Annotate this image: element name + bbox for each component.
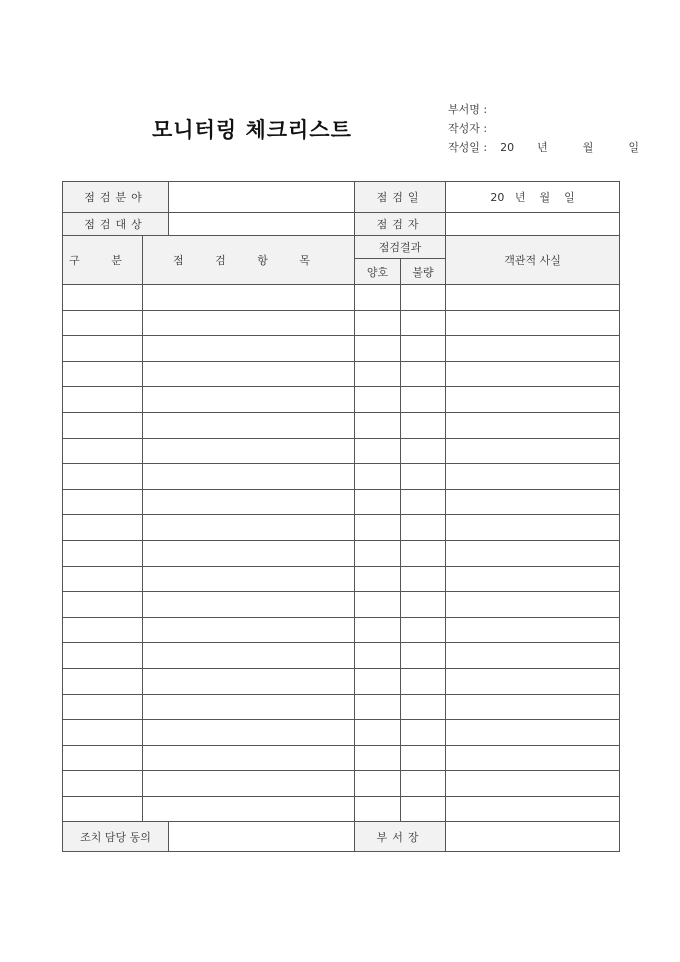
fact-cell[interactable] <box>446 438 620 464</box>
item-cell[interactable] <box>143 566 355 592</box>
item-cell[interactable] <box>143 387 355 413</box>
table-row <box>63 745 620 771</box>
good-cell[interactable] <box>355 796 401 822</box>
item-cell[interactable] <box>143 643 355 669</box>
item-cell[interactable] <box>143 412 355 438</box>
category-cell[interactable] <box>63 464 143 490</box>
category-cell[interactable] <box>63 438 143 464</box>
item-cell[interactable] <box>143 592 355 618</box>
table-row <box>63 720 620 746</box>
good-cell[interactable] <box>355 285 401 311</box>
poor-cell[interactable] <box>401 745 446 771</box>
table-row <box>63 540 620 566</box>
document-meta <box>448 100 639 157</box>
category-cell[interactable] <box>63 745 143 771</box>
fact-cell[interactable] <box>446 592 620 618</box>
good-cell[interactable] <box>355 361 401 387</box>
column-header-row <box>63 236 620 259</box>
fact-cell[interactable] <box>446 412 620 438</box>
inspector-value-cell[interactable] <box>446 213 620 236</box>
field-row <box>63 182 620 213</box>
date-row <box>448 138 639 157</box>
table-row <box>63 489 620 515</box>
poor-cell[interactable] <box>401 515 446 541</box>
good-cell[interactable] <box>355 643 401 669</box>
category-header: 구 분 <box>63 236 143 285</box>
table-row <box>63 361 620 387</box>
poor-cell[interactable] <box>401 285 446 311</box>
category-cell[interactable] <box>63 694 143 720</box>
category-cell[interactable] <box>63 643 143 669</box>
good-cell[interactable] <box>355 310 401 336</box>
category-cell[interactable] <box>63 412 143 438</box>
category-cell[interactable] <box>63 361 143 387</box>
fact-cell[interactable] <box>446 796 620 822</box>
item-cell[interactable] <box>143 745 355 771</box>
item-cell[interactable] <box>143 694 355 720</box>
footer-row <box>63 822 620 852</box>
category-cell[interactable] <box>63 540 143 566</box>
fact-cell[interactable] <box>446 771 620 797</box>
fact-cell[interactable] <box>446 361 620 387</box>
target-label: 점검대상 <box>63 213 169 236</box>
target-value-cell[interactable] <box>169 213 355 236</box>
poor-cell[interactable] <box>401 310 446 336</box>
item-cell[interactable] <box>143 310 355 336</box>
poor-cell[interactable] <box>401 540 446 566</box>
fact-cell[interactable] <box>446 566 620 592</box>
field-label: 점검분야 <box>63 182 169 213</box>
date-label: 작성일 : <box>448 141 488 154</box>
fact-cell[interactable] <box>446 464 620 490</box>
category-cell[interactable] <box>63 310 143 336</box>
table-row <box>63 796 620 822</box>
item-cell[interactable] <box>143 540 355 566</box>
category-cell[interactable] <box>63 796 143 822</box>
category-cell[interactable] <box>63 285 143 311</box>
poor-cell[interactable] <box>401 412 446 438</box>
date-year-unit: 년 <box>537 141 548 154</box>
item-cell[interactable] <box>143 771 355 797</box>
fact-cell[interactable] <box>446 694 620 720</box>
poor-cell[interactable] <box>401 694 446 720</box>
good-header: 양호 <box>355 259 401 285</box>
fact-cell[interactable] <box>446 489 620 515</box>
table-row <box>63 643 620 669</box>
table-row <box>63 771 620 797</box>
inspector-label: 점검자 <box>355 213 446 236</box>
table-row <box>63 438 620 464</box>
table-row <box>63 617 620 643</box>
good-cell[interactable] <box>355 515 401 541</box>
poor-cell[interactable] <box>401 566 446 592</box>
item-cell[interactable] <box>143 361 355 387</box>
good-cell[interactable] <box>355 617 401 643</box>
category-cell[interactable] <box>63 387 143 413</box>
dept-head-sign-cell[interactable] <box>446 822 620 852</box>
good-cell[interactable] <box>355 464 401 490</box>
good-cell[interactable] <box>355 412 401 438</box>
target-row <box>63 213 620 236</box>
poor-cell[interactable] <box>401 796 446 822</box>
item-cell[interactable] <box>143 285 355 311</box>
table-row <box>63 694 620 720</box>
table-row <box>63 336 620 362</box>
good-cell[interactable] <box>355 540 401 566</box>
category-cell[interactable] <box>63 489 143 515</box>
table-row <box>63 310 620 336</box>
category-cell[interactable] <box>63 566 143 592</box>
fact-cell[interactable] <box>446 336 620 362</box>
fact-cell[interactable] <box>446 720 620 746</box>
good-cell[interactable] <box>355 745 401 771</box>
inspection-date-value[interactable]: 20 년 월 일 <box>446 182 620 213</box>
item-cell[interactable] <box>143 438 355 464</box>
date-month-unit: 월 <box>582 141 594 154</box>
good-cell[interactable] <box>355 592 401 618</box>
table-row <box>63 464 620 490</box>
good-cell[interactable] <box>355 438 401 464</box>
fact-cell[interactable] <box>446 668 620 694</box>
fact-cell[interactable] <box>446 515 620 541</box>
category-cell[interactable] <box>63 592 143 618</box>
item-cell[interactable] <box>143 515 355 541</box>
department-label: 부서명 : <box>448 103 488 116</box>
good-cell[interactable] <box>355 489 401 515</box>
table-row <box>63 566 620 592</box>
poor-header: 불량 <box>401 259 446 285</box>
poor-cell[interactable] <box>401 489 446 515</box>
dept-head-label: 부서장 <box>355 822 446 852</box>
item-cell[interactable] <box>143 489 355 515</box>
table-row <box>63 285 620 311</box>
result-header: 점검결과 <box>355 236 446 259</box>
poor-cell[interactable] <box>401 361 446 387</box>
inspection-date-label: 점검일 <box>355 182 446 213</box>
poor-cell[interactable] <box>401 387 446 413</box>
date-year-prefix: 20 <box>500 141 515 154</box>
table-row <box>63 387 620 413</box>
good-cell[interactable] <box>355 694 401 720</box>
fact-cell[interactable] <box>446 643 620 669</box>
category-cell[interactable] <box>63 771 143 797</box>
poor-cell[interactable] <box>401 668 446 694</box>
fact-cell[interactable] <box>446 285 620 311</box>
item-cell[interactable] <box>143 796 355 822</box>
good-cell[interactable] <box>355 566 401 592</box>
fact-cell[interactable] <box>446 387 620 413</box>
fact-cell[interactable] <box>446 540 620 566</box>
action-owner-label: 조치 담당 동의 <box>63 822 169 852</box>
item-cell[interactable] <box>143 720 355 746</box>
department-row <box>448 100 639 119</box>
poor-cell[interactable] <box>401 771 446 797</box>
category-cell[interactable] <box>63 617 143 643</box>
category-cell[interactable] <box>63 336 143 362</box>
good-cell[interactable] <box>355 387 401 413</box>
poor-cell[interactable] <box>401 438 446 464</box>
good-cell[interactable] <box>355 771 401 797</box>
fact-cell[interactable] <box>446 745 620 771</box>
item-cell[interactable] <box>143 464 355 490</box>
poor-cell[interactable] <box>401 464 446 490</box>
table-row <box>63 412 620 438</box>
table-row <box>63 668 620 694</box>
poor-cell[interactable] <box>401 617 446 643</box>
author-row <box>448 119 639 138</box>
good-cell[interactable] <box>355 336 401 362</box>
category-cell[interactable] <box>63 668 143 694</box>
table-row <box>63 592 620 618</box>
item-cell[interactable] <box>143 617 355 643</box>
category-cell[interactable] <box>63 515 143 541</box>
field-value-cell[interactable] <box>169 182 355 213</box>
page-title: 모니터링 체크리스트 <box>152 118 352 142</box>
poor-cell[interactable] <box>401 592 446 618</box>
good-cell[interactable] <box>355 668 401 694</box>
good-cell[interactable] <box>355 720 401 746</box>
item-cell[interactable] <box>143 668 355 694</box>
items-header: 점 검 항 목 <box>143 236 355 285</box>
table-row <box>63 515 620 541</box>
category-cell[interactable] <box>63 720 143 746</box>
poor-cell[interactable] <box>401 336 446 362</box>
fact-cell[interactable] <box>446 310 620 336</box>
date-day-unit: 일 <box>628 141 640 154</box>
poor-cell[interactable] <box>401 720 446 746</box>
poor-cell[interactable] <box>401 643 446 669</box>
item-cell[interactable] <box>143 336 355 362</box>
author-label: 작성자 : <box>448 122 488 135</box>
fact-cell[interactable] <box>446 617 620 643</box>
facts-header: 객관적 사실 <box>446 236 620 285</box>
checklist-table <box>62 181 620 852</box>
action-owner-value-cell[interactable] <box>169 822 355 852</box>
